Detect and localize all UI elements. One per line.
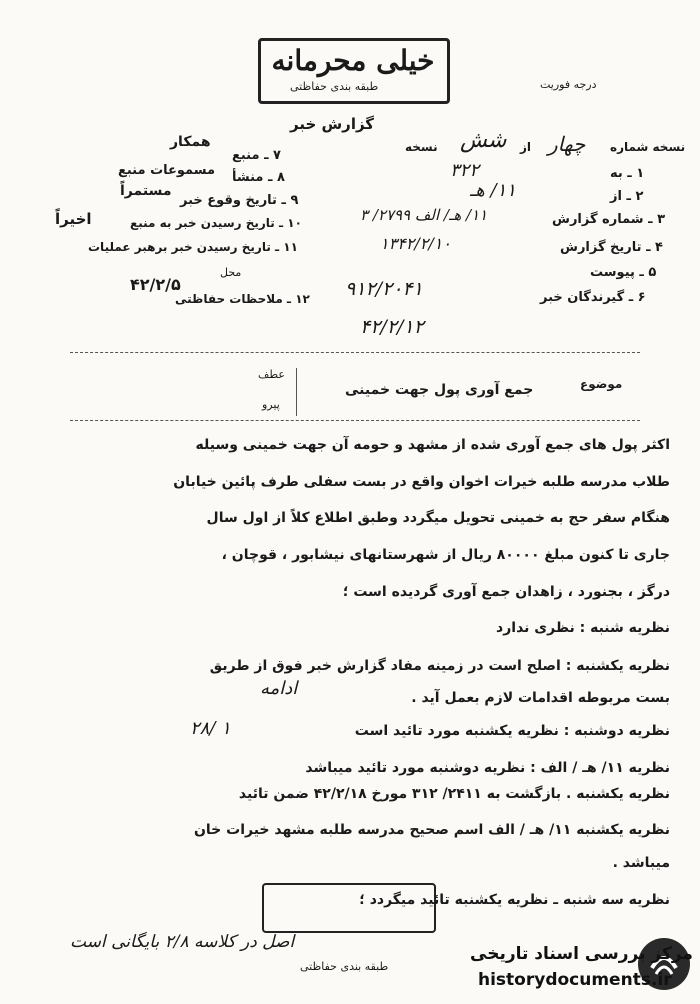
subject-separator xyxy=(70,420,640,421)
body-line-4: جاری تا کنون مبلغ ۸۰۰۰۰ ریال از شهرستانهای نیشابور ، قوچان ، xyxy=(221,547,670,563)
body-line-3: هنگام سفر حج به خمینی تحویل میگردد وطبق اطلاع کلاً از اول سال xyxy=(206,510,670,526)
opinion-sunday-name: نظریه یکشنبه ۱۱/ هـ / الف اسم صحیح مدرسه طلبه مشهد خیرات خان xyxy=(193,822,670,838)
field-2-value: ۱۱/ هـ xyxy=(470,180,516,201)
field-3-value: ۱۱/ هـ/ الف ۲۷۹۹/ ۳ xyxy=(360,206,488,224)
field-5-label: ۵ ـ پیوست xyxy=(590,265,657,280)
watermark-name: مرکز بررسی اسناد تاریخی xyxy=(470,944,693,964)
body-line-1: اکثر پول های جمع آوری شده از مشهد و حومه آن جهت خمینی وسیله xyxy=(195,437,670,453)
copy-from-label: از xyxy=(520,140,532,154)
body-line-2: طلاب مدرسه طلبه خیرات اخوان واقع در بست سفلی طرف پائین خیابان xyxy=(173,474,670,490)
field-10-label: ۱۰ ـ تاریخ رسیدن خبر به منبع xyxy=(130,216,302,230)
opinion-sunday: نظریه یکشنبه : اصلح است در زمینه مفاد گزارش خبر فوق از طریق xyxy=(209,658,670,674)
report-title: گزارش خبر xyxy=(290,115,375,133)
footer-classification-label: طبقه بندی حفاظتی xyxy=(300,960,389,973)
copy-total-value: شش xyxy=(460,128,507,153)
field-8-label: ۸ ـ منشأ xyxy=(232,170,285,185)
ref-label: عطف xyxy=(258,368,285,381)
follow-label: پیرو xyxy=(262,398,280,411)
opinion-monday: نظریه دوشنبه : نظریه یکشنبه مورد تائید است xyxy=(354,723,670,739)
field-1-value: ۳۲۲ xyxy=(450,160,480,181)
classification-label: طبقه بندی حفاظتی xyxy=(290,80,379,93)
opinion-saturday: نظریه شنبه : نظری ندارد xyxy=(496,620,670,636)
handwritten-note-1: ادامه xyxy=(260,678,298,699)
field-2-label: ۲ ـ از xyxy=(610,189,644,204)
field-4-label: ۴ ـ تاریخ گزارش xyxy=(560,240,663,255)
location-value: ۴۲/۲/۵ xyxy=(130,275,181,294)
handwritten-signature: اصل در کلاسه ۲/۸ بایگانی است xyxy=(70,932,295,952)
urgency-label: درجه فوریت xyxy=(540,78,597,91)
opinion-tuesday: نظریه سه شنبه ـ نظریه یکشنبه تائید میگردد ؛ xyxy=(359,892,670,908)
opinion-sunday-return: نظریه یکشنبه . بازگشت به ۲۴۱۱/ ۳۱۲ مورخ ۴۲/۲/۱۸ ضمن تائید xyxy=(238,786,670,802)
copy-number-value: چهار xyxy=(548,132,586,156)
body-line-5: درگز ، بجنورد ، زاهدان جمع آوری گردیده است ؛ xyxy=(342,584,670,600)
field-6-label: ۶ ـ گیرندگان خبر xyxy=(540,290,646,305)
field-11-label: ۱۱ ـ تاریخ رسیدن خبر برهبر عملیات xyxy=(88,240,298,254)
opinion-11h-alef: نظریه ۱۱/ هـ / الف : نظریه دوشنبه مورد تائید میباشد xyxy=(305,760,670,776)
field-8-value: مسموعات منبع xyxy=(118,163,216,178)
copy-suffix-label: نسخه xyxy=(405,140,438,154)
opinion-sunday-name-cont: میباشد . xyxy=(612,855,670,871)
header-separator xyxy=(70,352,640,353)
field-9-value: مستمراً xyxy=(120,183,172,199)
handwritten-note-2: ۱ /۲۸ xyxy=(190,718,231,739)
opinion-sunday-cont: بست مربوطه اقدامات لازم بعمل آید . xyxy=(411,690,670,706)
bottom-stamp xyxy=(262,883,436,933)
field-7-label: ۷ ـ منبع xyxy=(232,148,281,163)
field-6-value: ۹۱۲/۲۰۴۱ xyxy=(345,278,423,300)
location-label: محل xyxy=(220,266,242,279)
field-1-label: ۱ ـ به xyxy=(610,166,645,181)
subject-label: موضوع xyxy=(580,377,623,391)
copy-number-label: نسخه شماره xyxy=(610,140,686,154)
watermark-url: historydocuments.ir xyxy=(478,970,672,990)
field-9-label: ۹ ـ تاریخ وقوع خبر xyxy=(180,193,299,208)
field-7-value: همکار xyxy=(170,134,211,150)
field-4-value: ۱۳۴۲/۲/۱۰ xyxy=(380,234,451,253)
recipients-extra-value: ۴۲/۲/۱۲ xyxy=(360,316,424,338)
subject-divider xyxy=(296,368,297,416)
field-10-value: اخیراً xyxy=(55,210,92,228)
field-12-label: ۱۲ ـ ملاحظات حفاظتی xyxy=(175,292,310,306)
subject-value: جمع آوری پول جهت خمینی xyxy=(345,382,534,398)
top-stamp-text: خیلی محرمانه xyxy=(271,44,435,77)
field-3-label: ۳ ـ شماره گزارش xyxy=(552,212,666,227)
